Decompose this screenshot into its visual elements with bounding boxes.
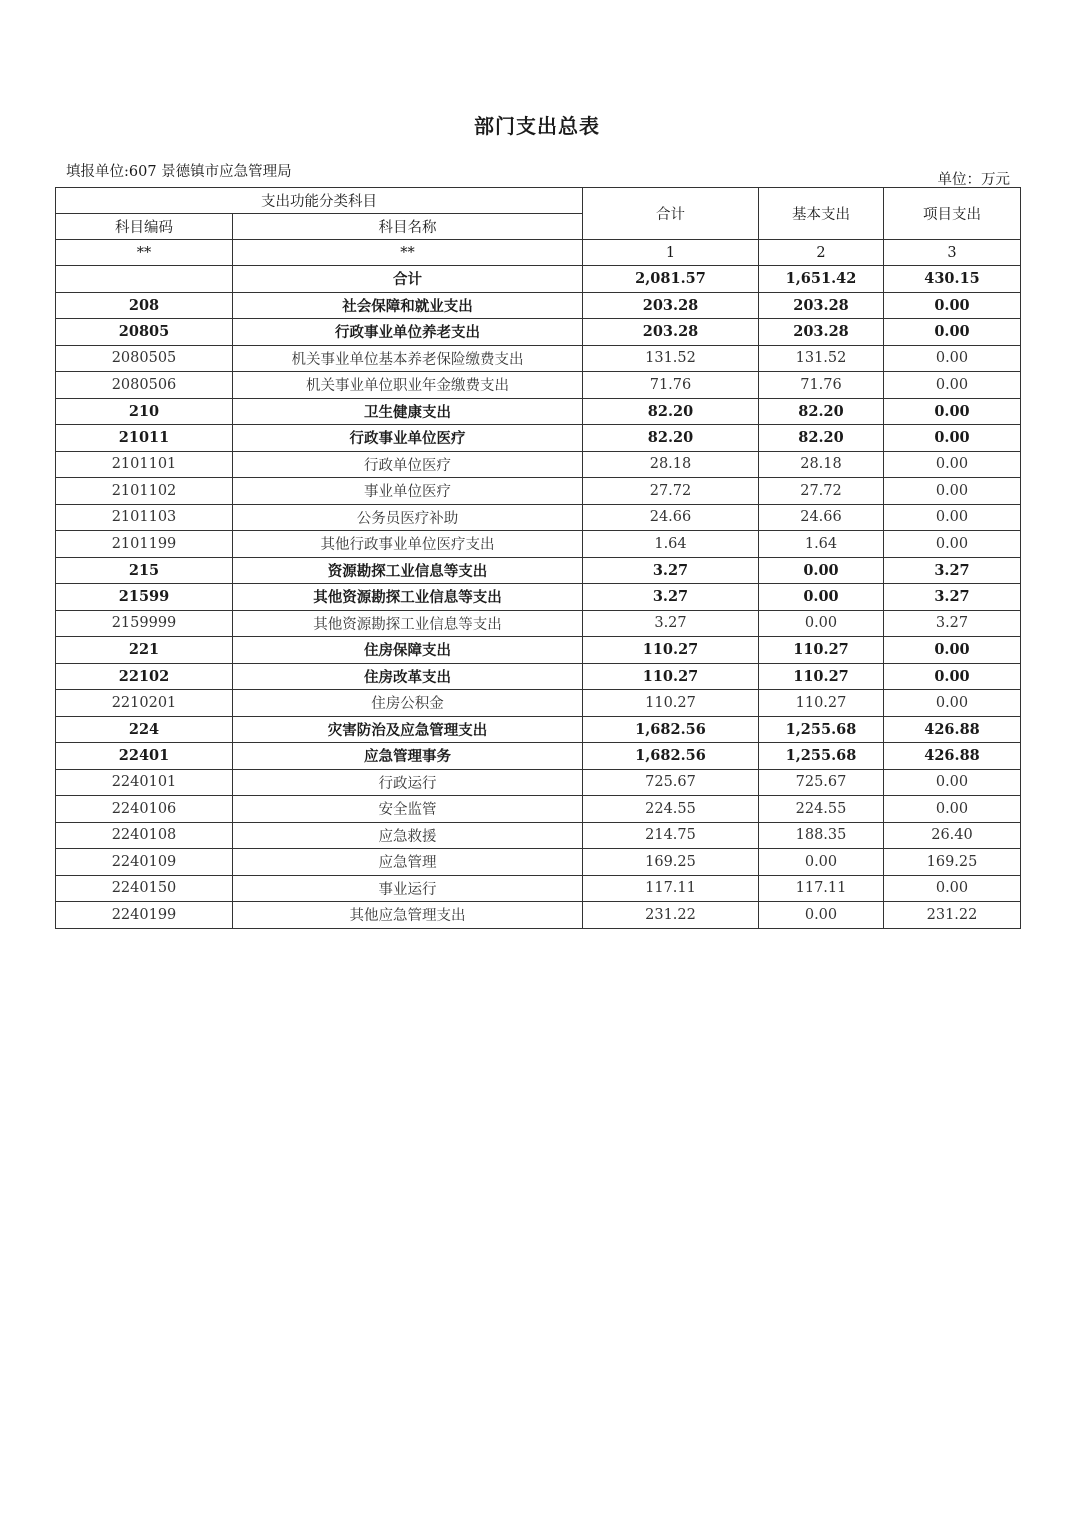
cell-project: 3.27 xyxy=(884,557,1021,584)
cell-name: 事业单位医疗 xyxy=(233,478,583,505)
cell-name: 住房改革支出 xyxy=(233,663,583,690)
cell-name: 资源勘探工业信息等支出 xyxy=(233,557,583,584)
index-total: 1 xyxy=(583,240,759,266)
cell-basic: 1,651.42 xyxy=(759,266,884,293)
cell-name: 住房公积金 xyxy=(233,690,583,717)
cell-basic: 27.72 xyxy=(759,478,884,505)
cell-project: 0.00 xyxy=(884,398,1021,425)
cell-name: 其他应急管理支出 xyxy=(233,902,583,929)
cell-total: 28.18 xyxy=(583,451,759,478)
cell-code: 2210201 xyxy=(56,690,233,717)
table-row xyxy=(56,822,1021,849)
cell-code: 21599 xyxy=(56,584,233,611)
table-row xyxy=(56,266,1021,293)
cell-basic: 0.00 xyxy=(759,584,884,611)
cell-name: 行政单位医疗 xyxy=(233,451,583,478)
cell-total: 82.20 xyxy=(583,398,759,425)
cell-code: 2240108 xyxy=(56,822,233,849)
cell-project: 0.00 xyxy=(884,292,1021,319)
cell-project: 26.40 xyxy=(884,822,1021,849)
cell-name: 机关事业单位职业年金缴费支出 xyxy=(233,372,583,399)
header-function-category: 支出功能分类科目 xyxy=(56,188,583,214)
header-basic: 基本支出 xyxy=(759,188,884,240)
cell-total: 131.52 xyxy=(583,345,759,372)
cell-project: 0.00 xyxy=(884,769,1021,796)
table-row xyxy=(56,478,1021,505)
cell-code: 21011 xyxy=(56,425,233,452)
cell-project: 0.00 xyxy=(884,425,1021,452)
cell-code: 2240101 xyxy=(56,769,233,796)
cell-total: 224.55 xyxy=(583,796,759,823)
cell-code: 210 xyxy=(56,398,233,425)
cell-total: 203.28 xyxy=(583,292,759,319)
cell-basic: 1,255.68 xyxy=(759,716,884,743)
cell-name: 机关事业单位基本养老保险缴费支出 xyxy=(233,345,583,372)
cell-basic: 188.35 xyxy=(759,822,884,849)
cell-project: 426.88 xyxy=(884,716,1021,743)
index-code: ** xyxy=(56,240,233,266)
reporting-unit: 填报单位:607 景德镇市应急管理局 xyxy=(66,164,292,180)
cell-total: 231.22 xyxy=(583,902,759,929)
cell-basic: 82.20 xyxy=(759,398,884,425)
table-row xyxy=(56,292,1021,319)
cell-name: 行政事业单位养老支出 xyxy=(233,319,583,346)
cell-code: 221 xyxy=(56,637,233,664)
cell-total: 1,682.56 xyxy=(583,743,759,770)
table-row xyxy=(56,743,1021,770)
cell-basic: 110.27 xyxy=(759,663,884,690)
table-row xyxy=(56,663,1021,690)
index-basic: 2 xyxy=(759,240,884,266)
cell-code: 208 xyxy=(56,292,233,319)
table-row xyxy=(56,504,1021,531)
cell-project: 231.22 xyxy=(884,902,1021,929)
cell-basic: 110.27 xyxy=(759,637,884,664)
cell-basic: 82.20 xyxy=(759,425,884,452)
header-code: 科目编码 xyxy=(56,214,233,240)
cell-total: 110.27 xyxy=(583,637,759,664)
cell-project: 0.00 xyxy=(884,372,1021,399)
cell-basic: 1,255.68 xyxy=(759,743,884,770)
cell-code: 2080505 xyxy=(56,345,233,372)
page-title: 部门支出总表 xyxy=(474,114,600,138)
cell-basic: 131.52 xyxy=(759,345,884,372)
cell-name: 卫生健康支出 xyxy=(233,398,583,425)
cell-code: 22401 xyxy=(56,743,233,770)
table-row xyxy=(56,610,1021,637)
cell-name: 住房保障支出 xyxy=(233,637,583,664)
cell-name: 其他资源勘探工业信息等支出 xyxy=(233,610,583,637)
table-row xyxy=(56,875,1021,902)
table-row xyxy=(56,319,1021,346)
cell-code: 20805 xyxy=(56,319,233,346)
cell-project: 0.00 xyxy=(884,796,1021,823)
cell-basic: 28.18 xyxy=(759,451,884,478)
table-row xyxy=(56,425,1021,452)
header-project: 项目支出 xyxy=(884,188,1021,240)
cell-project: 430.15 xyxy=(884,266,1021,293)
cell-total: 1,682.56 xyxy=(583,716,759,743)
cell-project: 0.00 xyxy=(884,478,1021,505)
header-total: 合计 xyxy=(583,188,759,240)
cell-project: 169.25 xyxy=(884,849,1021,876)
cell-code: 2240199 xyxy=(56,902,233,929)
cell-code: 2240106 xyxy=(56,796,233,823)
cell-name: 行政运行 xyxy=(233,769,583,796)
cell-project: 0.00 xyxy=(884,345,1021,372)
cell-name: 应急管理事务 xyxy=(233,743,583,770)
cell-total: 2,081.57 xyxy=(583,266,759,293)
table-row xyxy=(56,398,1021,425)
currency-unit: 单位：万元 xyxy=(937,172,1010,188)
cell-total: 110.27 xyxy=(583,690,759,717)
cell-basic: 224.55 xyxy=(759,796,884,823)
cell-project: 0.00 xyxy=(884,319,1021,346)
cell-total: 214.75 xyxy=(583,822,759,849)
cell-code: 2159999 xyxy=(56,610,233,637)
cell-project: 0.00 xyxy=(884,637,1021,664)
cell-code: 2240150 xyxy=(56,875,233,902)
index-project: 3 xyxy=(884,240,1021,266)
cell-project: 0.00 xyxy=(884,451,1021,478)
cell-basic: 0.00 xyxy=(759,902,884,929)
cell-name: 灾害防治及应急管理支出 xyxy=(233,716,583,743)
cell-total: 117.11 xyxy=(583,875,759,902)
table-row xyxy=(56,690,1021,717)
cell-name: 其他资源勘探工业信息等支出 xyxy=(233,584,583,611)
cell-basic: 110.27 xyxy=(759,690,884,717)
expenditure-table xyxy=(55,187,1021,929)
table-row xyxy=(56,637,1021,664)
cell-total: 82.20 xyxy=(583,425,759,452)
cell-total: 3.27 xyxy=(583,584,759,611)
cell-basic: 71.76 xyxy=(759,372,884,399)
cell-total: 725.67 xyxy=(583,769,759,796)
table-row xyxy=(56,451,1021,478)
header-row-1 xyxy=(56,188,1021,214)
cell-code: 2101199 xyxy=(56,531,233,558)
table-row xyxy=(56,345,1021,372)
cell-total: 3.27 xyxy=(583,557,759,584)
cell-basic: 725.67 xyxy=(759,769,884,796)
table-row xyxy=(56,531,1021,558)
cell-project: 0.00 xyxy=(884,875,1021,902)
table-row xyxy=(56,557,1021,584)
cell-project: 0.00 xyxy=(884,663,1021,690)
cell-basic: 203.28 xyxy=(759,319,884,346)
cell-basic: 203.28 xyxy=(759,292,884,319)
cell-total: 71.76 xyxy=(583,372,759,399)
cell-name: 社会保障和就业支出 xyxy=(233,292,583,319)
header-name: 科目名称 xyxy=(233,214,583,240)
cell-total: 3.27 xyxy=(583,610,759,637)
cell-code xyxy=(56,266,233,293)
cell-name: 行政事业单位医疗 xyxy=(233,425,583,452)
cell-total: 110.27 xyxy=(583,663,759,690)
cell-name: 合计 xyxy=(233,266,583,293)
cell-name: 公务员医疗补助 xyxy=(233,504,583,531)
cell-project: 426.88 xyxy=(884,743,1021,770)
cell-name: 应急管理 xyxy=(233,849,583,876)
cell-name: 应急救援 xyxy=(233,822,583,849)
cell-code: 2101102 xyxy=(56,478,233,505)
cell-code: 2080506 xyxy=(56,372,233,399)
cell-total: 203.28 xyxy=(583,319,759,346)
cell-project: 0.00 xyxy=(884,690,1021,717)
cell-total: 24.66 xyxy=(583,504,759,531)
cell-project: 3.27 xyxy=(884,584,1021,611)
cell-code: 2101101 xyxy=(56,451,233,478)
cell-name: 其他行政事业单位医疗支出 xyxy=(233,531,583,558)
cell-basic: 1.64 xyxy=(759,531,884,558)
index-row xyxy=(56,240,1021,266)
table-row xyxy=(56,902,1021,929)
table-row xyxy=(56,769,1021,796)
cell-project: 0.00 xyxy=(884,531,1021,558)
table-row xyxy=(56,849,1021,876)
cell-basic: 0.00 xyxy=(759,557,884,584)
table-row xyxy=(56,584,1021,611)
cell-name: 事业运行 xyxy=(233,875,583,902)
cell-total: 169.25 xyxy=(583,849,759,876)
cell-basic: 117.11 xyxy=(759,875,884,902)
cell-basic: 0.00 xyxy=(759,849,884,876)
cell-basic: 0.00 xyxy=(759,610,884,637)
cell-code: 22102 xyxy=(56,663,233,690)
cell-code: 224 xyxy=(56,716,233,743)
cell-project: 3.27 xyxy=(884,610,1021,637)
cell-basic: 24.66 xyxy=(759,504,884,531)
cell-total: 1.64 xyxy=(583,531,759,558)
cell-project: 0.00 xyxy=(884,504,1021,531)
cell-total: 27.72 xyxy=(583,478,759,505)
table-row xyxy=(56,796,1021,823)
cell-code: 2101103 xyxy=(56,504,233,531)
table-row xyxy=(56,372,1021,399)
table-row xyxy=(56,716,1021,743)
cell-name: 安全监管 xyxy=(233,796,583,823)
index-name: ** xyxy=(233,240,583,266)
cell-code: 215 xyxy=(56,557,233,584)
cell-code: 2240109 xyxy=(56,849,233,876)
